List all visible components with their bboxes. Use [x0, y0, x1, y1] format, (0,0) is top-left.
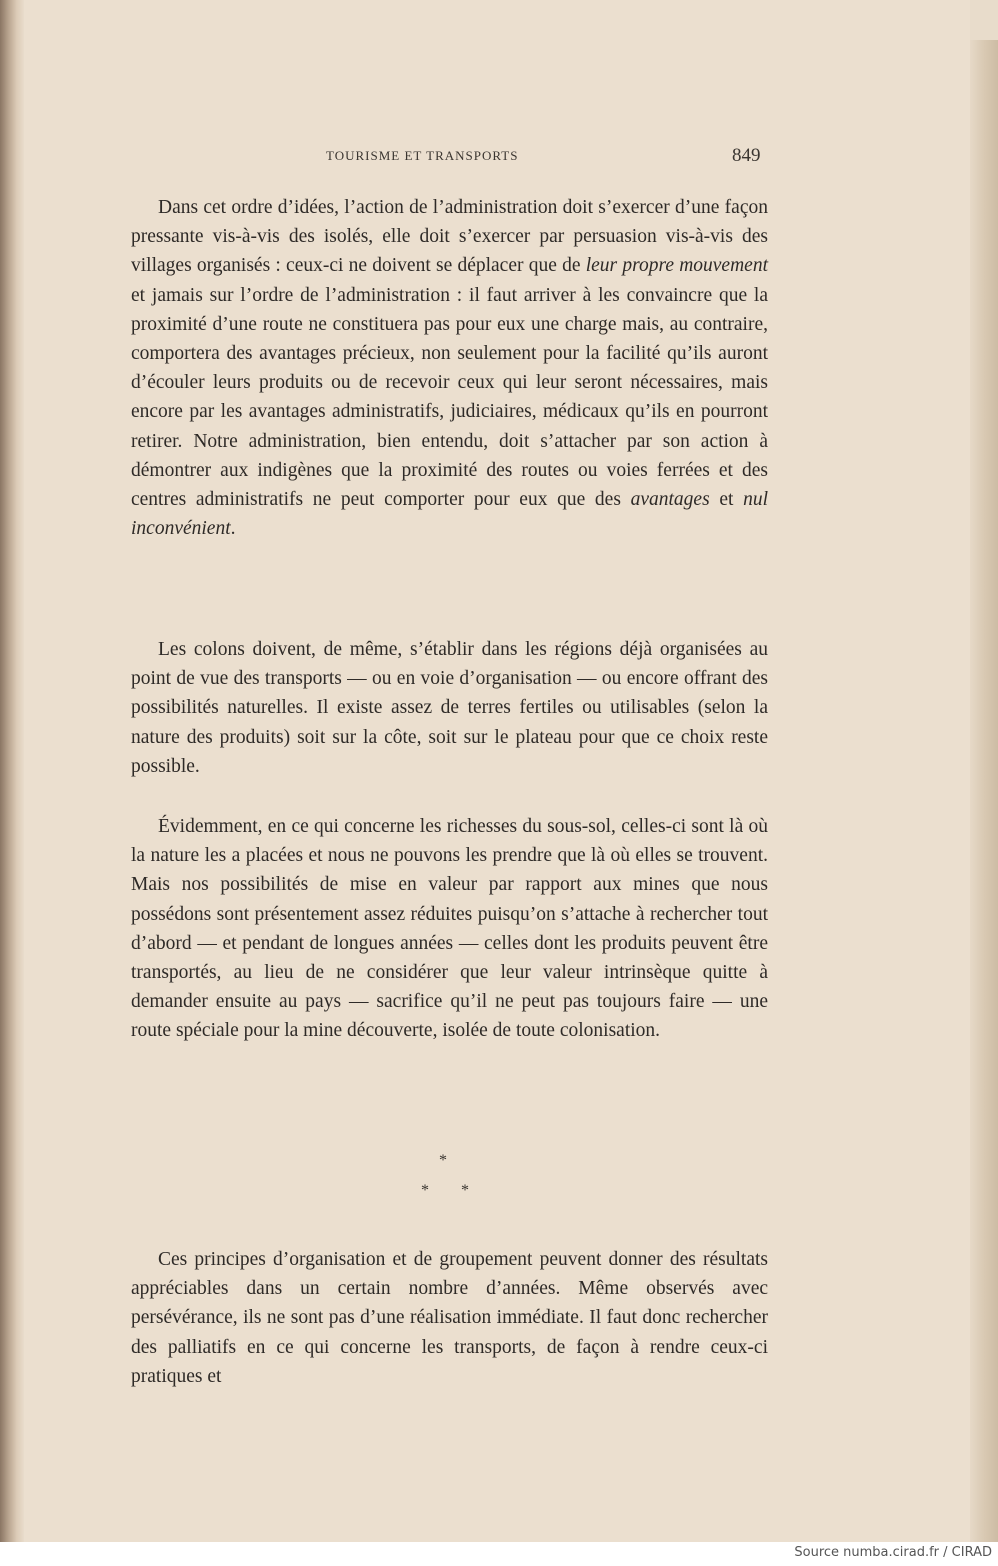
paragraph-2	[131, 635, 768, 781]
paragraph-text: Évidemment, en ce qui concerne les richesses du sous-sol, celles-ci sont là où la nature les a placées et nous ne pouvons les prendre que là où elles se trouvent. Mais nos possibilités de mise en valeur par rapport aux mines que nous possédons sont présentement assez réduites puisqu’on s’attache à rechercher tout d’abord — et pendant de longues années — celles dont les produits peuvent être transportés, au lieu de ne considérer que leur valeur intrinsèque quitte à demander ensuite au pays — sacrifice qu’il ne peut pas toujours faire — une route spéciale pour la mine découverte, isolée de toute colonisation.	[131, 816, 768, 1042]
separator-star-top: *	[439, 1152, 447, 1169]
italic-text: avantages	[630, 489, 710, 511]
page-number: 849	[732, 145, 761, 166]
italic-text: nul inconvénient	[131, 489, 768, 540]
paragraph-text: Les colons doivent, de même, s’établir dans les régions déjà organisées au point de vue des transports — ou en voie d’organisation — ou encore offrant des possibilités naturelles. Il existe assez de terres fertiles ou utilisables (selon la nature des produits) soit sur la côte, soit sur le plateau pour que ce choix reste possible.	[131, 639, 768, 777]
page-header	[24, 146, 970, 170]
text-run: .	[230, 518, 236, 540]
paragraph-4	[131, 1245, 768, 1391]
paragraph-1	[131, 193, 768, 543]
paragraph-text: Ces principes d’organisation et de groupement peuvent donner des résultats appréciables dans un certain nombre d’années. Même observés avec persévérance, ils ne sont pas d’une réalisation immédiate. Il faut donc rechercher des palliatifs en ce qui concerne les transports, de façon à rendre ceux-ci pratiques et	[131, 1249, 768, 1387]
viewer-footer	[0, 1542, 998, 1566]
separator-star-right: *	[461, 1182, 469, 1199]
text-run: et	[709, 489, 744, 511]
running-title: TOURISME ET TRANSPORTS	[326, 148, 519, 163]
separator-star-left: *	[421, 1182, 429, 1199]
paragraph-text	[131, 193, 768, 543]
page-edge-stack	[969, 40, 998, 1542]
italic-text: leur propre mouvement	[585, 255, 768, 277]
book-spine-shadow	[0, 0, 24, 1542]
text-run: et jamais sur l’ordre de l’administration : il faut arriver à les convaincre que la proximité d’une route ne constituera pas pour eux une charge mais, au contraire, comportera des avantages précieux, non seulement pour la facilité qu’ils auront d’écouler leurs produits ou de recevoir ceux qui leur seront nécessaires, mais encore par les avantages administratifs, judiciaires, médicaux qu’ils en pourront retirer. Notre administration, bien entendu, doit s’attacher par son action à démontrer aux indigènes que la proximité des routes ou voies ferrées et des centres administratifs ne peut comporter pour eux que des	[131, 284, 768, 511]
text-run: Dans cet ordre d’idées, l’action de l’administration doit s’exercer d’une façon pressante vis-à-vis des isolés, elle doit s’exercer par persuasion vis-à-vis des villages organisés : ceux-ci ne doivent se déplacer que de	[131, 197, 768, 277]
page-sheet	[24, 0, 970, 1542]
source-credit: Source numba.cirad.fr / CIRAD	[794, 1545, 992, 1560]
paragraph-3	[131, 812, 768, 1046]
